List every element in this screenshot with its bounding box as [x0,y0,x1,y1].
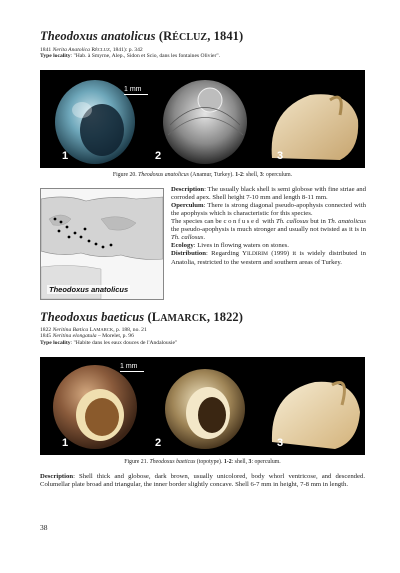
shell-2-image-b [165,369,245,449]
synonym-reference-2: 1845 Neritina elongatula – Morelet, p. 96 [40,333,134,339]
scale-bar: 1 mm [124,86,148,95]
figure-label-2: 2 [155,150,162,162]
species-2-description: Description: Shell thick and globose, dark brown, usually unicolored, body whorl ventricose, and descended. Columellar plate broad and triangular, the inner border slightly concave. Shell 6-7 mm in height, 7-8 mm in length. [40,473,365,488]
map-drawing [41,189,163,299]
operculum-paragraph: Operculum: There is strong diagonal pseudo-apophysis connected with the apophysis which is characteristic for this species. [171,201,366,217]
distribution-map [40,188,164,300]
shell-2-image [163,80,247,164]
page-number: 38 [40,523,48,532]
type-locality-2: Type locality: "Habite dans les eaux douces de l'Andalousie" [40,340,178,346]
operculum-image [272,94,359,160]
species-1-description [171,186,366,267]
description-paragraph: Description: The usually black shell is semi globose with fine striae and corroded apex. Shell height 7-10 mm and length 8-11 mm. [171,186,366,201]
distribution-paragraph: Distribution: Regarding YILDIRIM (1999) it is widely distributed in Anatolia, restricted to the western and southern areas of Turkey. [171,249,367,266]
species-heading-anatolicus: Theodoxus anatolicus (RÉCLUZ, 1841) [40,29,244,43]
figure-20-photo [40,70,365,168]
figure-label-3b: 3 [277,437,284,449]
confusion-paragraph: The species can be confused with Th. callosus but in Th. anatolicus the pseudo-apophysis is much stronger and usually not twisted as it is in Th. callosus. [171,217,366,241]
shell-photographs [40,70,365,168]
figure-label-1b: 1 [62,437,69,449]
figure-21-photo [40,357,365,455]
synonym-reference-1: 1822 Neritina Bætica LAMARCK, p. 188, no. 21 [40,327,147,333]
ecology-paragraph: Ecology: Lives in flowing waters on stones. [171,241,289,249]
scale-bar-2: 1 mm [120,363,144,372]
map-species-label: Theodoxus anatolicus [49,285,129,294]
operculum-image-b [272,382,360,449]
figure-label-3: 3 [277,150,284,162]
type-locality: Type locality: "Hab. à Smyrne, Alep., Sidon et Scio, dans les fontaines Olivier". [40,53,221,59]
figure-label-1: 1 [62,150,69,162]
species-heading-baeticus: Theodoxus baeticus (LAMARCK, 1822) [40,310,244,324]
figure-label-2b: 2 [155,437,162,449]
figure-21-caption: Figure 21. Theodoxus baeticus (topotype). 1-2: shell, 3: operculum. [124,459,281,465]
shell-photographs-2 [40,357,365,455]
synonym-reference: 1841 Nerita Anatolica RÉCLUZ, 1841): p. 342 [40,47,143,53]
figure-20-caption: Figure 20. Theodoxus anatolicus (Anamur, Turkey). 1-2: shell, 3: operculum. [112,172,293,178]
